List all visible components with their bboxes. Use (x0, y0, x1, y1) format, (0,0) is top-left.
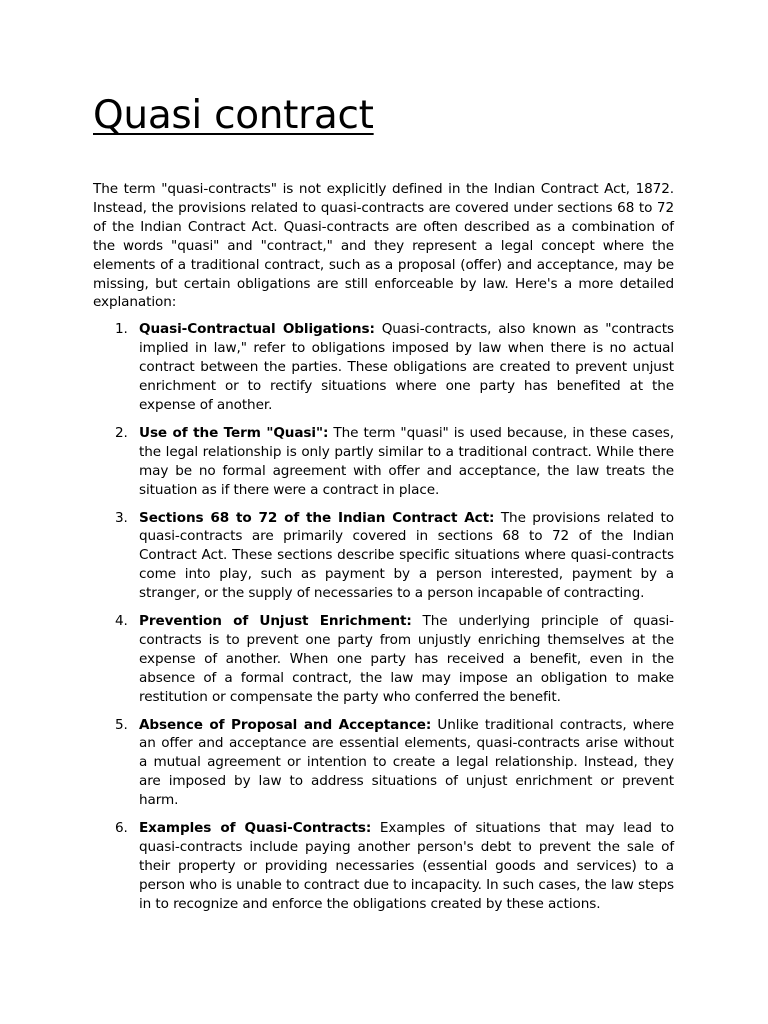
list-item-number: 3. (115, 509, 128, 526)
list-item-number: 1. (115, 321, 128, 338)
list-item (93, 612, 674, 707)
explanation-list (93, 320, 674, 913)
list-item-term: Examples of Quasi-Contracts: (139, 820, 372, 837)
list-item-number: 6. (115, 820, 128, 837)
list-item (93, 509, 674, 604)
list-item-text: The underlying principle of quasi-contracts is to prevent one party from unjustly enriching themselves at the expense of another. When one party has received a benefit, even in the absence of a formal contract, the law may impose an obligation to make restitution or compensate the party who conferred the benefit. (139, 613, 674, 705)
list-item-term: Sections 68 to 72 of the Indian Contract Act: (139, 509, 495, 526)
list-item-text: Unlike traditional contracts, where an offer and acceptance are essential elements, quasi-contracts arise without a mutual agreement or intention to create a legal relationship. Instead, they are imposed by law to address situations of unjust enrichment or prevent harm. (139, 716, 674, 809)
list-item-number: 5. (115, 716, 128, 733)
list-item-number: 4. (115, 613, 128, 630)
list-item-text: The term "quasi" is used because, in these cases, the legal relationship is only partly similar to a traditional contract. While there may be no formal agreement with offer and acceptance, the law treats the situation as if there were a contract in place. (139, 424, 674, 498)
list-item (93, 819, 674, 914)
document-title: Quasi contract (93, 93, 374, 138)
list-item (93, 320, 674, 415)
list-item-term: Quasi-Contractual Obligations: (139, 321, 375, 338)
list-item-term: Prevention of Unjust Enrichment: (139, 613, 412, 630)
list-item-text: The provisions related to quasi-contracts are primarily covered in sections 68 to 72 of the Indian Contract Act. These sections describe specific situations where quasi-contracts come into play, such as payment by a person interested, payment by a stranger, or the supply of necessaries to a person incapable of contracting. (139, 509, 674, 602)
list-item-text: Examples of situations that may lead to quasi-contracts include paying another person's debt to prevent the sale of their property or providing necessaries (essential goods and services) to a person who is unable to contract due to incapacity. In such cases, the law steps in to recognize and enforce the obligations created by these actions. (139, 820, 675, 912)
list-item (93, 424, 674, 500)
list-item (93, 716, 674, 811)
list-item-number: 2. (115, 424, 128, 441)
intro-paragraph: The term "quasi-contracts" is not explicitly defined in the Indian Contract Act, 1872. Instead, the provisions related to quasi-contracts are covered under sections 68 to 72 of the Indian Contract Act. Quasi-contracts are often described as a combination of the words "quasi" and "contract," and they represent a legal concept where the elements of a traditional contract, such as a proposal (offer) and acceptance, may be missing, but certain obligations are still enforceable by law. Here's a more detailed explanation: (93, 181, 674, 311)
list-item-term: Use of the Term "Quasi": (139, 424, 329, 441)
list-item-text: Quasi-contracts, also known as "contracts implied in law," refer to obligations imposed by law when there is no actual contract between the parties. These obligations are created to prevent unjust enrichment or to rectify situations where one party has benefited at the expense of another. (139, 321, 674, 413)
list-item-term: Absence of Proposal and Acceptance: (139, 716, 432, 733)
